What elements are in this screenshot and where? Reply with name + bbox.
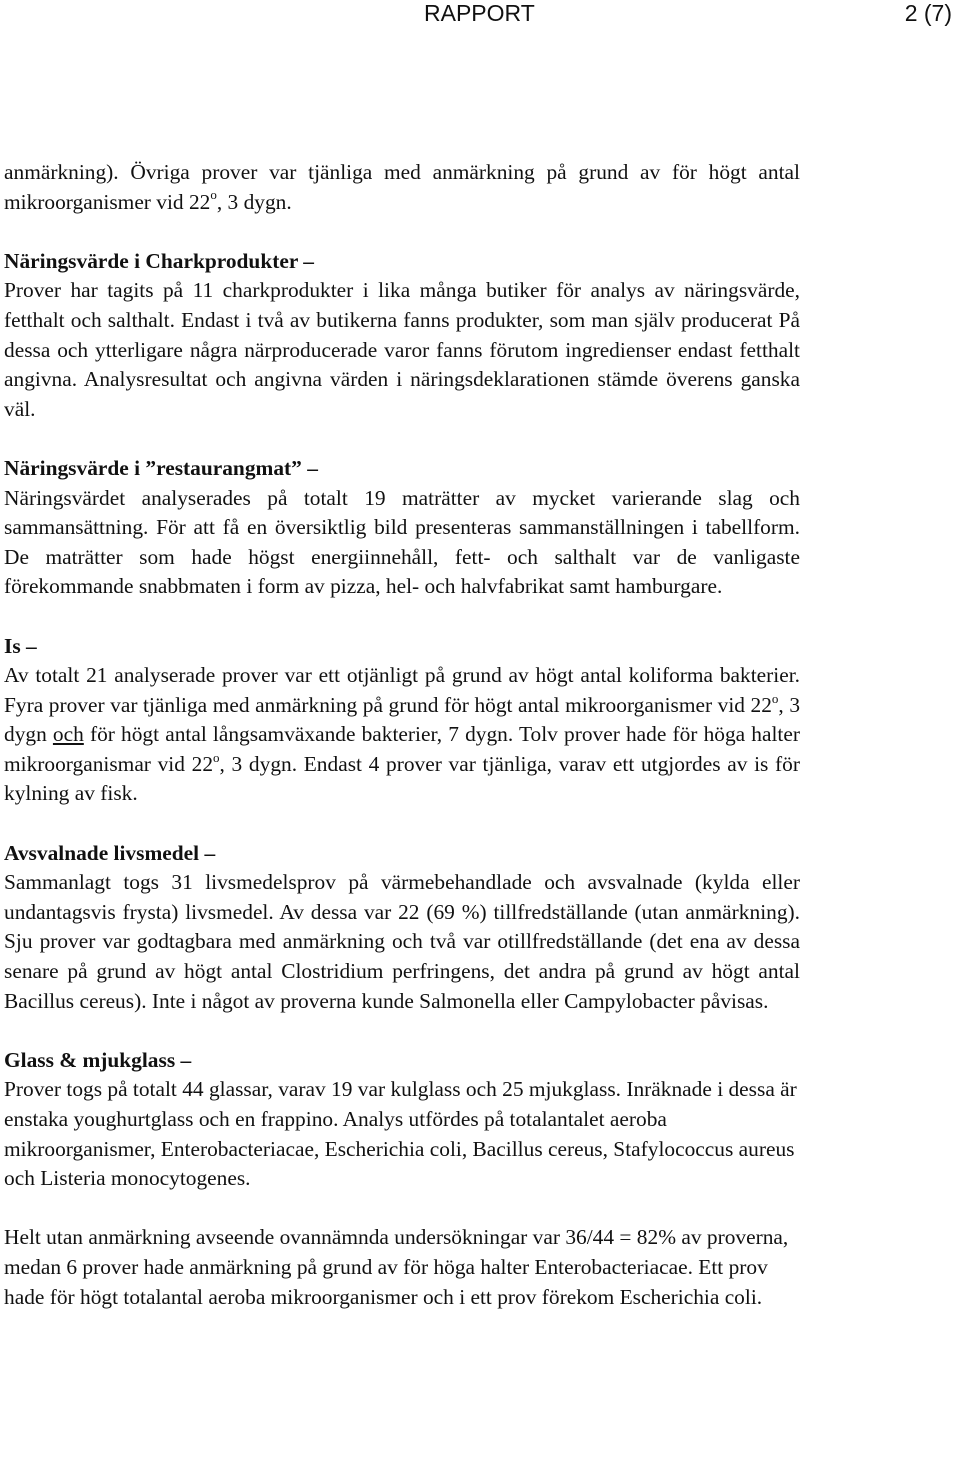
- section-body: , 3 dygn. Endast 4 prover var tjänliga, varav ett utgjordes av is för kylning av fisk.: [4, 751, 800, 806]
- superscript-degree: o: [210, 187, 217, 203]
- section-heading: Avsvalnade livsmedel –: [4, 840, 216, 865]
- section-summary: [4, 1223, 800, 1312]
- page-number: 2 (7): [904, 0, 952, 26]
- report-title: RAPPORT: [424, 0, 535, 26]
- section-glass: [4, 1046, 800, 1194]
- paragraph-text: , 3 dygn.: [216, 189, 292, 214]
- section-body: Av totalt 21 analyserade prover var ett otjänligt på grund av högt antal koliforma bakterier. Fyra prover var tjänliga med anmärkning på grund för högt antal mikroorganismer vid 22: [4, 663, 800, 717]
- section-heading: Näringsvärde i ”restaurangmat” –: [4, 455, 318, 480]
- section-heading: Glass & mjukglass –: [4, 1047, 192, 1072]
- document-body: [4, 158, 800, 1342]
- section-body: Prover har tagits på 11 charkprodukter i lika många butiker för analys av näringsvärde, fetthalt och salthalt. Endast i två av butikerna fanns produkter, som man själv producerat På dessa och ytterligare några närproducerade varor fanns förutom ingredienser endast fetthalt angivna. Analysresultat och angivna värden i näringsdeklarationen stämde överens ganska väl.: [4, 278, 800, 421]
- paragraph-text: anmärkning). Övriga prover var tjänliga med anmärkning på grund av för högt antal mikroorganismer vid 22: [4, 160, 800, 214]
- page-header: [0, 0, 960, 30]
- superscript-degree: o: [213, 749, 220, 765]
- section-body: , 3 dygn: [4, 692, 801, 747]
- section-charkprodukter: [4, 247, 800, 425]
- section-body: Prover togs på totalt 44 glassar, varav 19 var kulglass och 25 mjukglass. Inräknade i dessa är enstaka youghurtglass och en frappino. Analys utfördes på totalantalet aeroba mikroorganismer, Enterobacteriacae, Escherichia coli, Bacillus cereus, Stafylococcus aureus och Listeria monocytogenes.: [4, 1077, 797, 1191]
- section-heading: Näringsvärde i Charkprodukter –: [4, 248, 314, 273]
- section-body: Helt utan anmärkning avseende ovannämnda undersökningar var 36/44 = 82% av proverna, medan 6 prover hade anmärkning på grund av för höga halter Enterobacteriacae. Ett prov hade för högt totalantal aeroba mikroorganismer och i ett prov förekom Escherichia coli.: [4, 1225, 789, 1309]
- section-avsvalnade: [4, 839, 800, 1017]
- underlined-word: och: [52, 722, 84, 747]
- section-body: för högt antal långsamväxande bakterier, 7 dygn. Tolv prover hade för höga halter mikroorganismar vid 22: [4, 722, 800, 776]
- section-heading: Is –: [4, 633, 37, 658]
- section-body: Sammanlagt togs 31 livsmedelsprov på värmebehandlade och avsvalnade (kylda eller undantagsvis frysta) livsmedel. Av dessa var 22 (69 %) tillfredställande (utan anmärkning). Sju prover var godtagbara med anmärkning och två var otillfredställande (det ena av dessa senare på grund av högt antal Clostridium perfringens, det andra på grund av högt antal Bacillus cereus). Inte i något av proverna kunde Salmonella eller Campylobacter påvisas.: [4, 870, 800, 1013]
- superscript-degree: o: [771, 690, 779, 706]
- section-is: [4, 632, 800, 810]
- section-body: Näringsvärdet analyserades på totalt 19 maträtter av mycket varierande slag och sammansättning. För att få en översiktlig bild presenteras sammanställningen i tabellform. De maträtter som hade högst energiinnehåll, fett- och salthalt var de vanligaste förekommande snabbmaten i form av pizza, hel- och halvfabrikat samt hamburgare.: [4, 485, 800, 599]
- section-restaurangmat: [4, 454, 800, 602]
- paragraph-continued: [4, 158, 800, 217]
